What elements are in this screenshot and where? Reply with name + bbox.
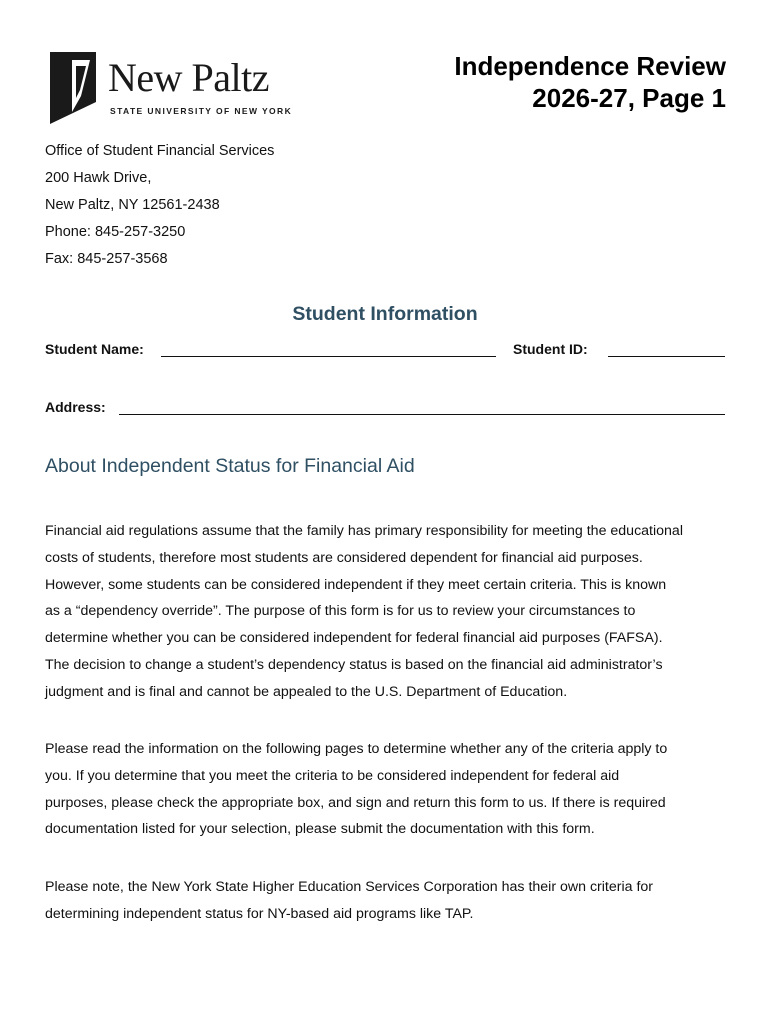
paragraph-regulations — [45, 518, 735, 706]
paragraph-line: Please read the information on the following pages to determine whether any of the criteria apply to — [45, 741, 668, 757]
title-line-2: 2026-27, Page 1 — [532, 83, 726, 113]
paragraph-instructions — [45, 736, 735, 843]
student-id-field[interactable] — [608, 356, 725, 357]
paragraph-line: you. If you determine that you meet the criteria to be considered independent for federal aid — [45, 767, 620, 784]
paragraph-line: The decision to change a student’s dependency status is based on the financial aid administrator’s — [45, 656, 663, 673]
paragraph-line: purposes, please check the appropriate box, and sign and return this form to us. If there is required — [45, 794, 666, 811]
title-line-1: Independence Review — [454, 51, 726, 81]
office-phone: Phone: 845-257-3250 — [45, 224, 186, 240]
about-independent-status-heading: About Independent Status for Financial Aid — [45, 455, 415, 477]
office-fax: Fax: 845-257-3568 — [45, 251, 168, 267]
logo-wordmark: New Paltz — [108, 55, 270, 100]
address-field[interactable] — [119, 414, 725, 415]
office-address-block — [45, 138, 274, 273]
paragraph-line: However, some students can be considered independent if they meet certain criteria. This is known — [45, 576, 667, 593]
paragraph-line: documentation listed for your selection, please submit the documentation with this form. — [45, 821, 595, 838]
paragraph-line: as a “dependency override”. The purpose of this form is for us to review your circumstances to — [45, 603, 636, 620]
paragraph-line: determining independent status for NY-based aid programs like TAP. — [45, 905, 474, 922]
document-title — [454, 50, 726, 114]
paragraph-line: Financial aid regulations assume that the family has primary responsibility for meeting the educational — [45, 523, 683, 539]
logo-tagline: STATE UNIVERSITY OF NEW YORK — [110, 106, 293, 116]
address-label: Address: — [45, 399, 106, 415]
student-information-heading: Student Information — [292, 303, 478, 325]
paragraph-line: costs of students, therefore most students are considered dependent for financial aid purposes. — [45, 549, 643, 566]
student-id-label: Student ID: — [513, 341, 588, 357]
office-name: Office of Student Financial Services — [45, 143, 275, 159]
logo-mark-icon — [50, 52, 100, 124]
paragraph-line: judgment and is final and cannot be appealed to the U.S. Department of Education. — [45, 683, 568, 700]
paragraph-line: Please note, the New York State Higher Education Services Corporation has their own criteria for — [45, 879, 654, 895]
paragraph-nys-note — [45, 874, 735, 928]
office-street: 200 Hawk Drive, — [45, 170, 152, 186]
student-name-field[interactable] — [161, 356, 496, 357]
student-name-label: Student Name: — [45, 341, 144, 357]
new-paltz-logo — [50, 52, 300, 124]
paragraph-line: determine whether you can be considered independent for federal financial aid purposes (FAFSA). — [45, 630, 663, 647]
office-city: New Paltz, NY 12561-2438 — [45, 197, 220, 213]
